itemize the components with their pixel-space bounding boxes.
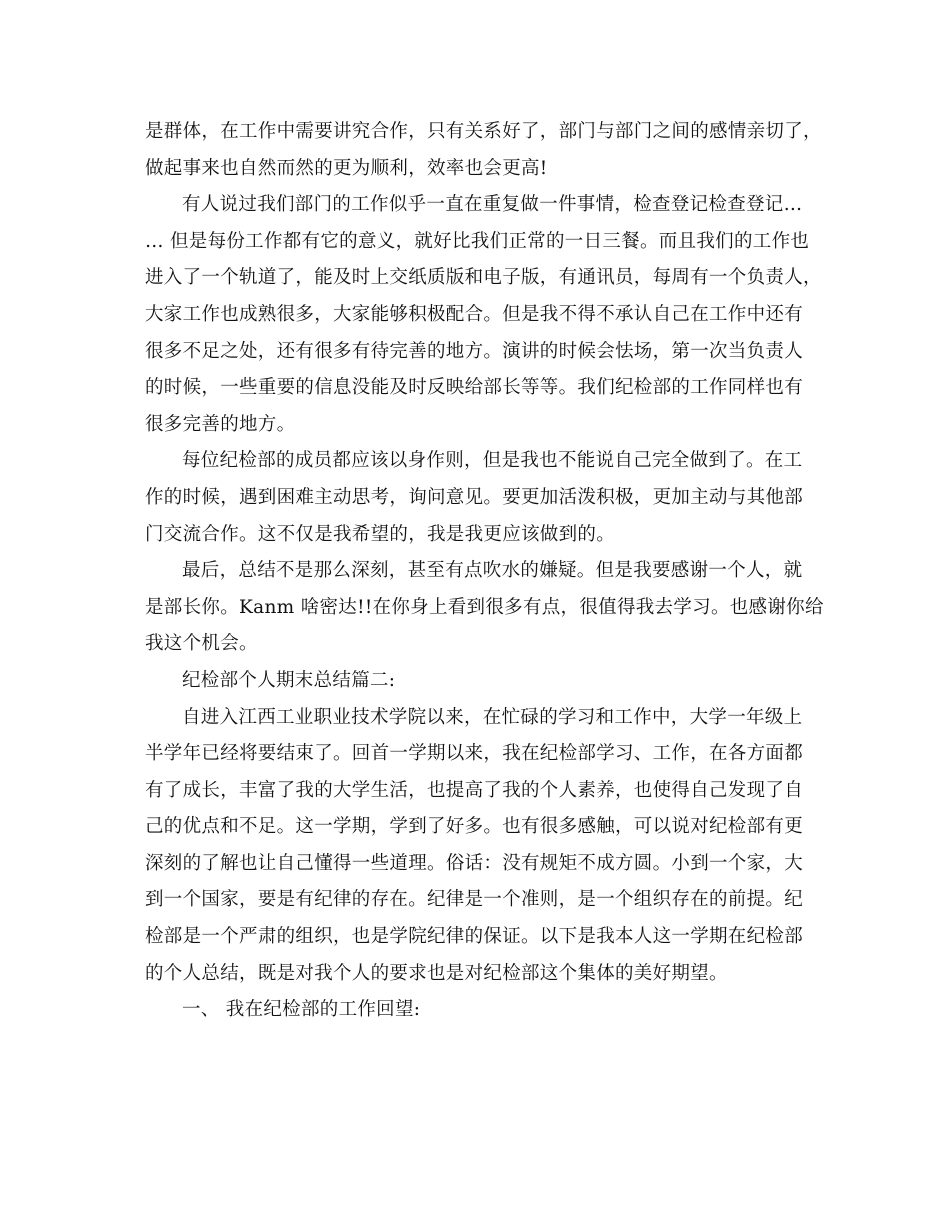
text-line: 门交流合作。这不仅是我希望的，我是我更应该做到的。 <box>145 523 616 545</box>
text-line: 进入了一个轨道了，能及时上交纸质版和电子版，有通讯员，每周有一个负责人， <box>145 267 822 289</box>
text-line: 的时候，一些重要的信息没能及时反映给部长等等。我们纪检部的工作同样也有 <box>145 377 804 399</box>
text-line: 一、 我在纪检部的工作回望: <box>182 999 421 1021</box>
text-line: 我这个机会。 <box>145 633 258 655</box>
text-line: … 但是每份工作都有它的意义，就好比我们正常的一日三餐。而且我们的工作也 <box>145 230 810 252</box>
text-line: 半学年已经将要结束了。回首一学期以来，我在纪检部学习、工作，在各方面都 <box>145 743 804 765</box>
text-line: 是群体，在工作中需要讲究合作，只有关系好了，部门与部门之间的感情亲切了， <box>145 121 822 142</box>
text-line: 最后，总结不是那么深刻，甚至有点吹水的嫌疑。但是我要感谢一个人，就 <box>182 560 803 582</box>
text-line: 很多不足之处，还有很多有待完善的地方。演讲的时候会怯场，第一次当负责人 <box>145 340 804 362</box>
text-line: 有了成长，丰富了我的大学生活，也提高了我的个人素养，也使得自己发现了自 <box>145 779 804 801</box>
text-line: 的个人总结，既是对我个人的要求也是对纪检部这个集体的美好期望。 <box>145 962 728 984</box>
text-line: 很多完善的地方。 <box>145 413 296 435</box>
text-line: 纪检部个人期末总结篇二: <box>182 669 396 691</box>
text-line: 每位纪检部的成员都应该以身作则，但是我也不能说自己完全做到了。在工 <box>182 450 803 472</box>
text-line: 己的优点和不足。这一学期，学到了好多。也有很多感触，可以说对纪检部有更 <box>145 816 804 838</box>
text-line: 作的时候，遇到困难主动思考，询问意见。要更加活泼积极，更加主动与其他部 <box>145 486 804 508</box>
text-line: 自进入江西工业职业技术学院以来，在忙碌的学习和工作中，大学一年级上 <box>182 706 803 728</box>
text-line: 大家工作也成熟很多，大家能够积极配合。但是我不得不承认自己在工作中还有 <box>145 303 804 325</box>
text-line: 深刻的了解也让自己懂得一些道理。俗话：没有规矩不成方圆。小到一个家，大 <box>145 852 804 874</box>
text-line: 做起事来也自然而然的更为顺利，效率也会更高! <box>145 157 548 179</box>
text-line: 检部是一个严肃的组织，也是学院纪律的保证。以下是我本人这一学期在纪检部 <box>145 926 804 948</box>
document-page <box>145 114 824 1029</box>
text-line: 到一个国家，要是有纪律的存在。纪律是一个准则，是一个组织存在的前提。纪 <box>145 889 804 911</box>
text-line: 有人说过我们部门的工作似乎一直在重复做一件事情，检查登记检查登记… <box>182 194 803 216</box>
text-line: 是部长你。Kanm 啥密达!!在你身上看到很多有点，很值得我去学习。也感谢你给 <box>145 596 824 618</box>
